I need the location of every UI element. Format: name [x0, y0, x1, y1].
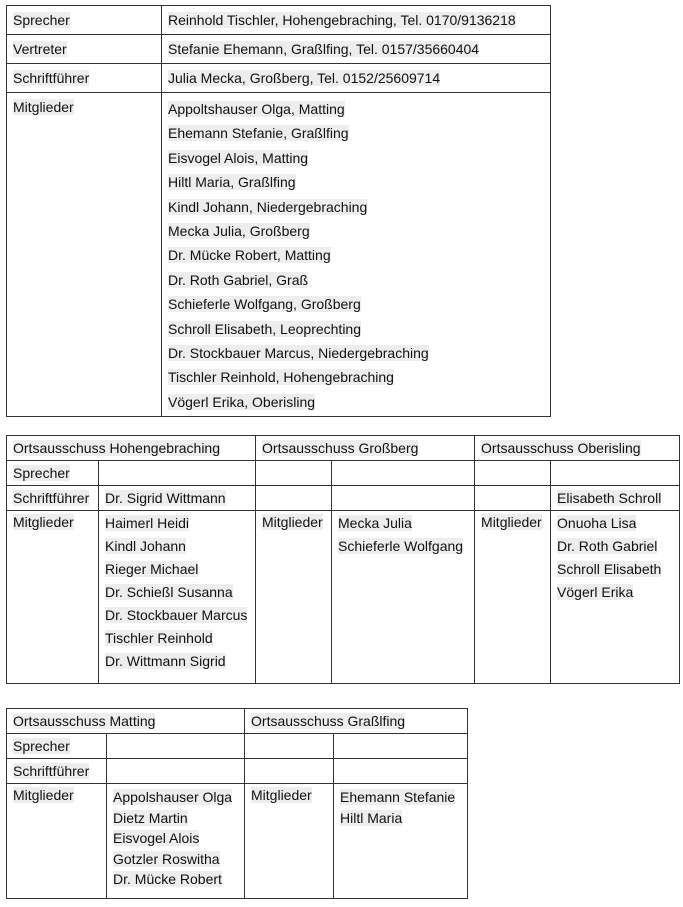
committee-row-schriftfuehrer — [7, 486, 680, 511]
list-item: Kindl Johann, Niedergebraching — [168, 198, 368, 215]
row-value — [334, 759, 468, 784]
row-label: Mitglieder — [475, 511, 551, 684]
row-label — [245, 759, 334, 784]
committee-title: Ortsausschuss Großberg — [256, 436, 475, 461]
row-label — [475, 486, 551, 511]
list-item: Tischler Reinhold, Hohengebraching — [168, 369, 394, 386]
list-item: Ehemann Stefanie, Graßlfing — [168, 125, 349, 142]
list-item: Appoltshauser Olga, Matting — [168, 101, 345, 117]
committee-row-mitglieder — [7, 511, 680, 684]
list-item: Gotzler Roswitha — [113, 850, 220, 867]
row-label: Mitglieder — [7, 511, 99, 684]
list-item: Ehemann Stefanie — [340, 789, 456, 805]
committee-title: Ortsausschuss Hohengebraching — [7, 436, 256, 461]
list-item: Dr. Mücke Robert, Matting — [168, 247, 331, 264]
row-label: Schriftführer — [7, 486, 99, 511]
row-label: Sprecher — [7, 461, 99, 486]
row-label — [256, 461, 332, 486]
row-value — [107, 759, 245, 784]
row-label — [245, 734, 334, 759]
row-value — [99, 461, 256, 486]
row-value — [107, 734, 245, 759]
list-item: Schroll Elisabeth — [557, 561, 662, 577]
members-list — [107, 784, 245, 899]
row-label: Mitglieder — [7, 93, 162, 417]
committee-header-row — [7, 709, 468, 734]
list-item: Schroll Elisabeth, Leoprechting — [168, 320, 362, 337]
row-value: Elisabeth Schroll — [551, 486, 680, 511]
committee-header-row — [7, 436, 680, 461]
list-item: Tischler Reinhold — [105, 630, 213, 646]
row-label: Mitglieder — [256, 511, 332, 684]
committee-row-sprecher — [7, 461, 680, 486]
board-row-mitglieder — [7, 93, 551, 417]
committee-title: Ortsausschuss Oberisling — [475, 436, 680, 461]
members-list — [99, 511, 256, 684]
list-item: Haimerl Heidi — [105, 515, 190, 531]
members-list — [334, 784, 468, 899]
list-item: Dietz Martin — [113, 809, 188, 826]
row-value — [334, 734, 468, 759]
list-item: Dr. Stockbauer Marcus — [105, 607, 248, 623]
board-members-list — [162, 93, 551, 417]
committees-table-2 — [6, 708, 468, 899]
list-item: Mecka Julia, Großberg — [168, 222, 310, 239]
list-item: Vögerl Erika, Oberisling — [168, 393, 316, 410]
list-item: Dr. Roth Gabriel, Graß — [168, 271, 309, 288]
row-value: Stefanie Ehemann, Graßlfing, Tel. 0157/35660404 — [162, 35, 551, 64]
list-item: Mecka Julia — [338, 515, 412, 531]
row-label: Vertreter — [7, 35, 162, 64]
committee-title: Ortsausschuss Matting — [7, 709, 245, 734]
row-value — [332, 486, 475, 511]
row-value: Reinhold Tischler, Hohengebraching, Tel. 0170/9136218 — [162, 6, 551, 35]
board-row-schriftfuehrer — [7, 64, 551, 93]
members-list — [332, 511, 475, 684]
list-item: Vögerl Erika — [557, 584, 634, 600]
row-value: Julia Mecka, Großberg, Tel. 0152/25609714 — [162, 64, 551, 93]
board-row-sprecher — [7, 6, 551, 35]
list-item: Onuoha Lisa — [557, 515, 637, 531]
board-table — [6, 5, 551, 417]
list-item: Rieger Michael — [105, 561, 199, 577]
list-item: Appolshauser Olga — [113, 789, 233, 805]
row-label: Schriftführer — [7, 64, 162, 93]
list-item: Hiltl Maria, Graßlfing — [168, 174, 296, 191]
row-label: Sprecher — [7, 6, 162, 35]
list-item: Eisvogel Alois — [113, 830, 200, 846]
list-item: Dr. Mücke Robert — [113, 871, 222, 887]
committee-title: Ortsausschuss Graßlfing — [245, 709, 468, 734]
list-item: Schieferle Wolfgang — [338, 538, 464, 554]
list-item: Dr. Schießl Susanna — [105, 584, 233, 600]
committees-table-1 — [6, 435, 680, 684]
committee-row-schriftfuehrer — [7, 759, 468, 784]
row-label: Sprecher — [7, 734, 107, 759]
list-item: Dr. Wittmann Sigrid — [105, 653, 226, 669]
list-item: Dr. Stockbauer Marcus, Niedergebraching — [168, 344, 429, 361]
row-label: Schriftführer — [7, 759, 107, 784]
committee-row-mitglieder — [7, 784, 468, 899]
committee-row-sprecher — [7, 734, 468, 759]
list-item: Eisvogel Alois, Matting — [168, 149, 309, 166]
list-item: Kindl Johann — [105, 538, 186, 554]
list-item: Dr. Roth Gabriel — [557, 538, 658, 554]
list-item: Hiltl Maria — [340, 809, 403, 826]
row-value — [551, 461, 680, 486]
row-label — [475, 461, 551, 486]
board-row-vertreter — [7, 35, 551, 64]
row-label: Mitglieder — [245, 784, 334, 899]
list-item: Schieferle Wolfgang, Großberg — [168, 296, 361, 313]
row-value — [332, 461, 475, 486]
row-label — [256, 486, 332, 511]
members-list — [551, 511, 680, 684]
row-label: Mitglieder — [7, 784, 107, 899]
row-value: Dr. Sigrid Wittmann — [99, 486, 256, 511]
